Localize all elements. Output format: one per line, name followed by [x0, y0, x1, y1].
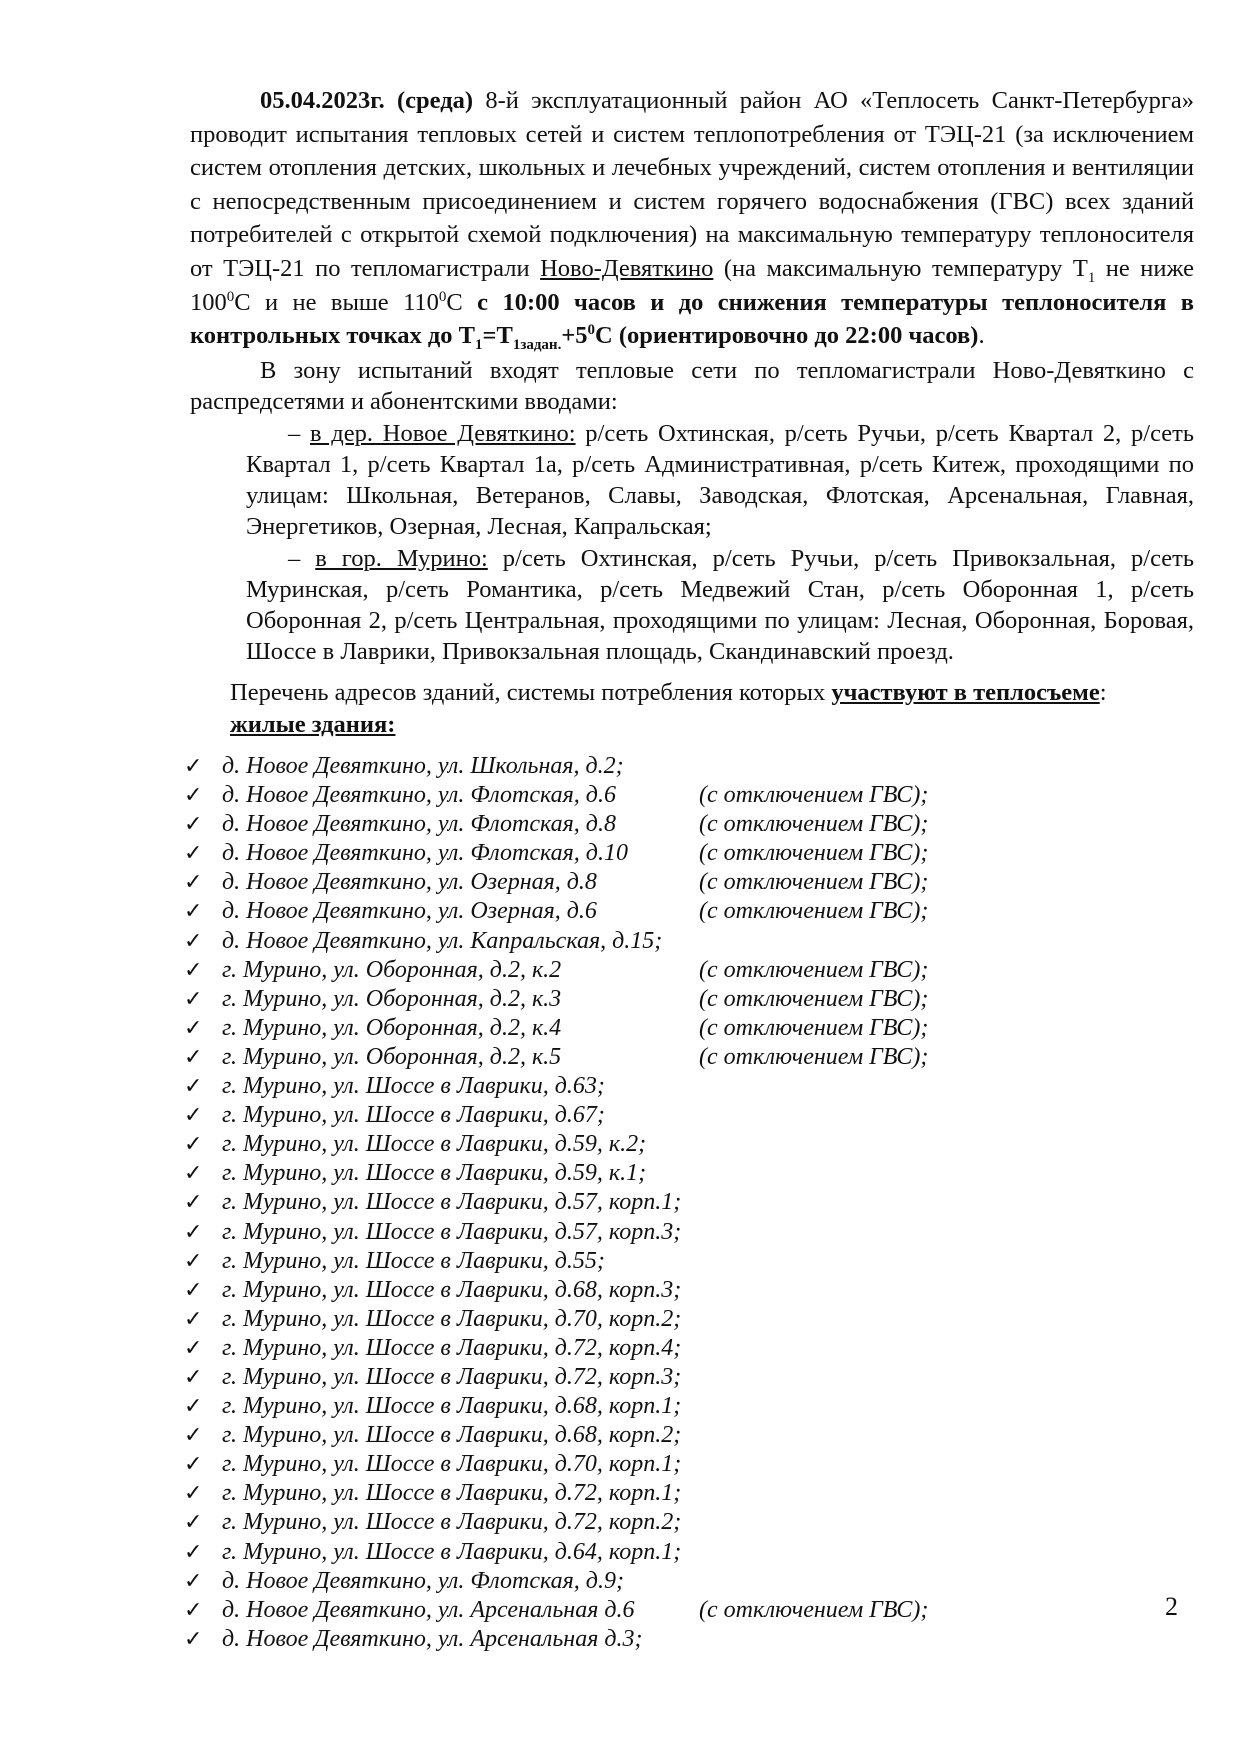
address-item [184, 985, 1084, 1014]
check-icon: ✓ [184, 1306, 203, 1332]
list-intro-highlight: участвуют в теплосъеме [831, 679, 1100, 706]
check-icon: ✓ [184, 1248, 203, 1274]
check-icon: ✓ [184, 1364, 203, 1390]
intro-end: . [978, 322, 985, 350]
address-text: д. Новое Девяткино, ул. Школьная, д.2; [222, 753, 624, 779]
address-item [184, 1479, 1084, 1508]
address-item [184, 1305, 1084, 1334]
sub-paragraph-murino [246, 543, 1194, 667]
address-list [184, 752, 1084, 1654]
check-icon: ✓ [184, 1335, 203, 1361]
sub2-place: в гор. Мурино: [315, 545, 488, 572]
address-text: г. Мурино, ул. Шоссе в Лаврики, д.67; [222, 1102, 605, 1129]
address-text: г. Мурино, ул. Шоссе в Лаврики, д.68, корп.1; [222, 1393, 682, 1420]
address-item [184, 1450, 1084, 1479]
address-text: г. Мурино, ул. Шоссе в Лаврики, д.72, корп.2; [222, 1509, 682, 1536]
intro-bold-2: =Т [482, 322, 513, 350]
address-item [184, 1276, 1084, 1305]
sub2-text: р/сеть Охтинская, р/сеть Ручьи, р/сеть Привокзальная, р/сеть Муринская, р/сеть Романтика, р/сеть Медвежий Стан, р/сеть Оборонная 1, р/сеть Оборонная 2, р/сеть Центральная, проходящими по улицам: Лесная, Оборонная, Боровая, Шоссе в Лаврики, Привокзальная площадь, Скандинавский проезд. [246, 545, 1194, 665]
check-icon: ✓ [184, 1510, 203, 1536]
address-text: д. Новое Девяткино, ул. Капральская, д.15; [222, 927, 663, 954]
address-item [184, 1043, 1084, 1072]
address-text: д. Новое Девяткино, ул. Арсенальная д.3; [222, 1625, 643, 1652]
address-note: (с отключением ГВС); [699, 985, 929, 1012]
intro-bold-3: +5 [561, 322, 588, 350]
list-intro [230, 677, 1194, 741]
check-icon: ✓ [184, 812, 203, 838]
address-text: г. Мурино, ул. Шоссе в Лаврики, д.72, корп.3; [222, 1363, 682, 1390]
address-item [184, 897, 1084, 926]
address-text: г. Мурино, ул. Шоссе в Лаврики, д.59, к.2; [222, 1131, 647, 1158]
intro-date: 05.04.2023г. (среда) [260, 87, 474, 114]
check-icon: ✓ [184, 1132, 203, 1158]
address-item [184, 752, 1084, 781]
check-icon: ✓ [184, 870, 203, 896]
address-note: (с отключением ГВС); [699, 782, 929, 809]
address-item [184, 927, 1084, 956]
address-note: (с отключением ГВС); [699, 1014, 929, 1041]
check-icon: ✓ [184, 1190, 203, 1216]
address-item [184, 1218, 1084, 1247]
address-item [184, 1596, 1084, 1625]
zone-paragraph [190, 355, 1194, 417]
address-text: д. Новое Девяткино, ул. Флотская, д.8 [222, 811, 616, 838]
intro-text-5: С [446, 288, 478, 316]
address-text: г. Мурино, ул. Шоссе в Лаврики, д.68, корп.2; [222, 1422, 682, 1449]
check-icon: ✓ [184, 899, 203, 925]
address-text: д. Новое Девяткино, ул. Озерная, д.8 [222, 869, 597, 896]
sub2-dash: – [288, 545, 316, 572]
address-item [184, 1625, 1084, 1654]
intro-text-4: С и не выше 110 [234, 288, 439, 316]
address-item [184, 810, 1084, 839]
degree-1: 0 [226, 288, 235, 305]
list-intro-text: Перечень адресов зданий, системы потребления которых [230, 679, 832, 706]
t1-subscript-2: 1 [475, 337, 483, 354]
check-icon: ✓ [184, 1539, 203, 1565]
check-icon: ✓ [184, 754, 203, 779]
address-item [184, 781, 1084, 810]
address-text: д. Новое Девяткино, ул. Арсенальная д.6 [222, 1596, 635, 1623]
intro-text-3: не ниже 100 [190, 254, 1194, 316]
list-heading: жилые здания: [230, 711, 396, 738]
address-item [184, 956, 1084, 985]
intro-text-2: (на максимальную температуру Т [713, 254, 1088, 282]
sub-paragraph-devyatkino [246, 418, 1194, 542]
address-item [184, 1392, 1084, 1421]
intro-bold-1: с 10:00 часов и до снижения температуры теплоносителя в контрольных точках до Т [190, 288, 1194, 350]
sub1-place: в дер. Новое Девяткино: [310, 420, 576, 447]
address-item [184, 1421, 1084, 1450]
address-text: д. Новое Девяткино, ул. Флотская, д.6 [222, 782, 616, 809]
check-icon: ✓ [184, 1161, 203, 1187]
address-item [184, 1508, 1084, 1537]
check-icon: ✓ [184, 1103, 203, 1129]
check-icon: ✓ [184, 783, 203, 809]
check-icon: ✓ [184, 1423, 203, 1449]
check-icon: ✓ [184, 1044, 203, 1070]
check-icon: ✓ [184, 1394, 203, 1420]
address-text: г. Мурино, ул. Оборонная, д.2, к.4 [222, 1014, 562, 1041]
address-item [184, 1014, 1084, 1043]
address-text: г. Мурино, ул. Оборонная, д.2, к.2 [222, 956, 562, 983]
address-item [184, 1188, 1084, 1217]
address-text: г. Мурино, ул. Шоссе в Лаврики, д.68, корп.3; [222, 1276, 682, 1303]
address-item [184, 1363, 1084, 1392]
address-note: (с отключением ГВС); [699, 869, 929, 896]
address-text: д. Новое Девяткино, ул. Флотская, д.10 [222, 840, 628, 867]
address-text: г. Мурино, ул. Шоссе в Лаврики, д.59, к.1; [222, 1160, 647, 1187]
t1-subscript: 1 [1087, 269, 1096, 286]
address-item [184, 1072, 1084, 1101]
address-text: г. Мурино, ул. Шоссе в Лаврики, д.70, корп.2; [222, 1305, 682, 1332]
address-item [184, 1130, 1084, 1159]
address-text: г. Мурино, ул. Оборонная, д.2, к.5 [222, 1043, 562, 1070]
address-item [184, 868, 1084, 897]
address-item [184, 1334, 1084, 1363]
check-icon: ✓ [184, 928, 203, 954]
address-text: г. Мурино, ул. Оборонная, д.2, к.3 [222, 985, 562, 1012]
check-icon: ✓ [184, 841, 203, 867]
address-note: (с отключением ГВС); [699, 840, 929, 867]
check-icon: ✓ [184, 1568, 203, 1594]
address-item [184, 1101, 1084, 1130]
page-number: 2 [1165, 1592, 1178, 1621]
check-icon: ✓ [184, 1452, 203, 1478]
check-icon: ✓ [184, 957, 203, 983]
address-item [184, 1247, 1084, 1276]
intro-bold-4: С (ориентировочно до 22:00 часов) [595, 322, 979, 350]
check-icon: ✓ [184, 1626, 203, 1652]
zone-text: В зону испытаний входят тепловые сети по тепломагистрали Ново-Девяткино с распредсетями и абонентскими вводами: [190, 357, 1194, 415]
address-text: д. Новое Девяткино, ул. Озерная, д.6 [222, 898, 597, 925]
check-icon: ✓ [184, 1015, 203, 1041]
address-text: г. Мурино, ул. Шоссе в Лаврики, д.55; [222, 1247, 605, 1274]
degree-3: 0 [587, 322, 596, 338]
sub1-dash: – [288, 420, 310, 447]
address-note: (с отключением ГВС); [699, 811, 929, 838]
address-text: г. Мурино, ул. Шоссе в Лаврики, д.72, корп.1; [222, 1480, 682, 1507]
address-note: (с отключением ГВС); [699, 956, 929, 983]
check-icon: ✓ [184, 986, 203, 1012]
address-text: г. Мурино, ул. Шоссе в Лаврики, д.57, корп.1; [222, 1189, 682, 1216]
check-icon: ✓ [184, 1277, 203, 1303]
intro-paragraph [190, 84, 1194, 353]
address-note: (с отключением ГВС); [699, 1043, 929, 1070]
address-text: г. Мурино, ул. Шоссе в Лаврики, д.57, корп.3; [222, 1218, 682, 1245]
address-note: (с отключением ГВС); [699, 1596, 929, 1623]
sub1-text: р/сеть Охтинская, р/сеть Ручьи, р/сеть Квартал 2, р/сеть Квартал 1, р/сеть Квартал 1а, р/сеть Административная, р/сеть Китеж, проходящими по улицам: Школьная, Ветеранов, Славы, Заводская, Флотская, Арсенальная, Главная, Энергетиков, Озерная, Лесная, Капральская; [246, 420, 1194, 540]
address-text: д. Новое Девяткино, ул. Флотская, д.9; [222, 1567, 624, 1594]
check-icon: ✓ [184, 1219, 203, 1245]
address-item [184, 839, 1084, 868]
t1-subscript-3: 1задан. [512, 337, 562, 354]
address-text: г. Мурино, ул. Шоссе в Лаврики, д.70, корп.1; [222, 1451, 682, 1478]
address-note: (с отключением ГВС); [699, 898, 929, 925]
intro-text-1: 8-й эксплуатационный район АО «Теплосеть Санкт-Петербурга» проводит испытания тепловых сетей и систем теплопотребления от ТЭЦ-21 (за исключением систем отопления детских, школьных и лечебных учреждений, систем отопления и вентиляции с непосредственным присоединением и систем горячего водоснабжения (ГВС) всех зданий потребителей с открытой схемой подключения) на максимальную температуру теплоносителя от ТЭЦ-21 по тепломагистрали [190, 87, 1194, 282]
address-item [184, 1159, 1084, 1188]
address-item [184, 1567, 1084, 1596]
degree-2: 0 [438, 288, 447, 305]
address-text: г. Мурино, ул. Шоссе в Лаврики, д.64, корп.1; [222, 1538, 682, 1565]
check-icon: ✓ [184, 1597, 203, 1623]
address-text: г. Мурино, ул. Шоссе в Лаврики, д.63; [222, 1073, 605, 1100]
list-intro-colon: : [1099, 679, 1107, 706]
check-icon: ✓ [184, 1074, 203, 1100]
address-text: г. Мурино, ул. Шоссе в Лаврики, д.72, корп.4; [222, 1334, 682, 1361]
main-name: Ново-Девяткино [540, 254, 714, 282]
address-item [184, 1538, 1084, 1567]
check-icon: ✓ [184, 1481, 203, 1507]
